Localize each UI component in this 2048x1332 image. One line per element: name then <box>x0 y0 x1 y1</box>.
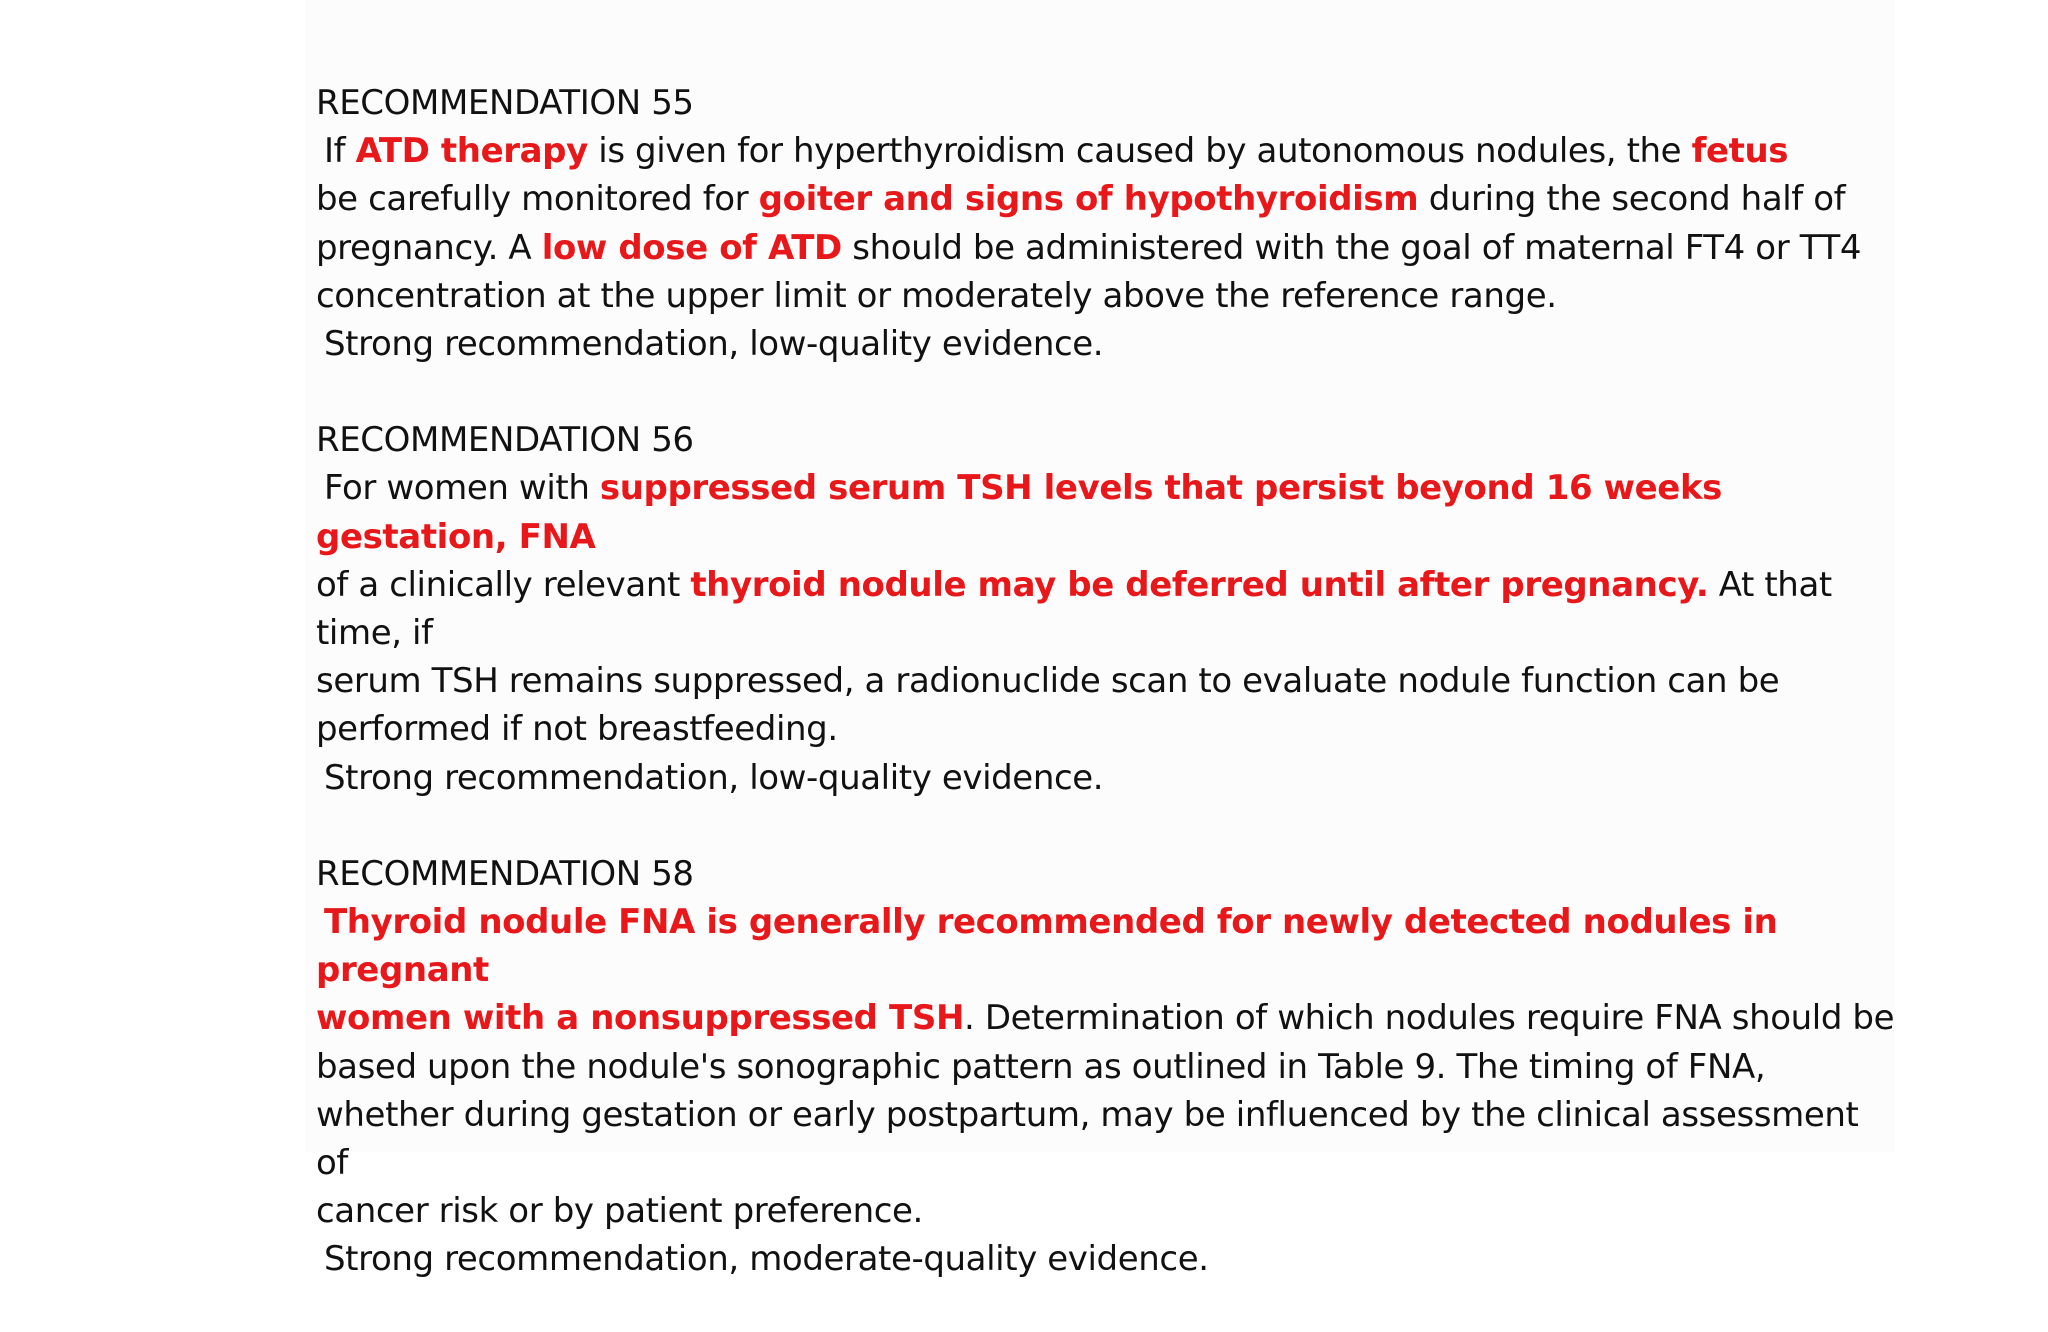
body-text: pregnancy. A <box>316 227 542 268</box>
recommendation-grade: Strong recommendation, moderate-quality evidence. <box>324 1239 1209 1280</box>
slide-content <box>316 79 1896 1332</box>
body-text: during the second half of <box>1418 179 1846 220</box>
recommendation-56 <box>316 416 1896 802</box>
body-text: based upon the nodule's sonographic pattern as outlined in Table 9. The timing of FNA, <box>316 1046 1766 1087</box>
body-text: of a clinically relevant <box>316 564 691 605</box>
body-text: If <box>324 131 356 172</box>
body-text: . Determination of which nodules require FNA should be <box>964 998 1895 1039</box>
highlight-text: ATD therapy <box>355 131 588 172</box>
body-text: should be administered with the goal of maternal FT4 or TT4 <box>841 227 1862 268</box>
recommendation-grade: Strong recommendation, low-quality evidence. <box>324 757 1104 798</box>
highlight-text: goiter and signs of hypothyroidism <box>758 179 1419 220</box>
recommendation-body <box>316 464 1896 753</box>
body-text: whether during gestation or early postpartum, may be influenced by the clinical assessment of <box>316 1094 1859 1184</box>
body-text: At that time, if <box>316 564 1832 654</box>
highlight-text: Thyroid nodule FNA is generally recommended for newly detected nodules in pregnant <box>316 902 1778 991</box>
highlight-text: fetus <box>1691 131 1789 172</box>
recommendation-58 <box>316 850 1896 1284</box>
recommendation-title: RECOMMENDATION 58 <box>316 853 694 894</box>
body-text: performed if not breastfeeding. <box>316 709 838 750</box>
recommendation-grade: Strong recommendation, low-quality evidence. <box>324 324 1104 365</box>
recommendation-body <box>316 898 1896 1235</box>
body-text: For women with <box>324 468 600 509</box>
recommendation-title: RECOMMENDATION 55 <box>316 83 694 123</box>
highlight-text: women with a nonsuppressed TSH <box>316 998 964 1039</box>
highlight-text: thyroid nodule may be deferred until after pregnancy. <box>690 564 1709 605</box>
body-text: cancer risk or by patient preference. <box>316 1191 923 1232</box>
recommendation-title: RECOMMENDATION 56 <box>316 420 694 461</box>
body-text: serum TSH remains suppressed, a radionuclide scan to evaluate nodule function can be <box>316 661 1780 702</box>
body-text: is given for hyperthyroidism caused by autonomous nodules, the <box>587 131 1692 172</box>
body-text: concentration at the upper limit or moderately above the reference range. <box>316 275 1557 316</box>
recommendation-55 <box>316 79 1896 368</box>
highlight-text: low dose of ATD <box>541 227 842 268</box>
highlight-text: suppressed serum TSH levels that persist beyond 16 weeks gestation, FNA <box>316 468 1723 557</box>
recommendation-body <box>316 127 1896 320</box>
body-text: be carefully monitored for <box>316 179 759 220</box>
